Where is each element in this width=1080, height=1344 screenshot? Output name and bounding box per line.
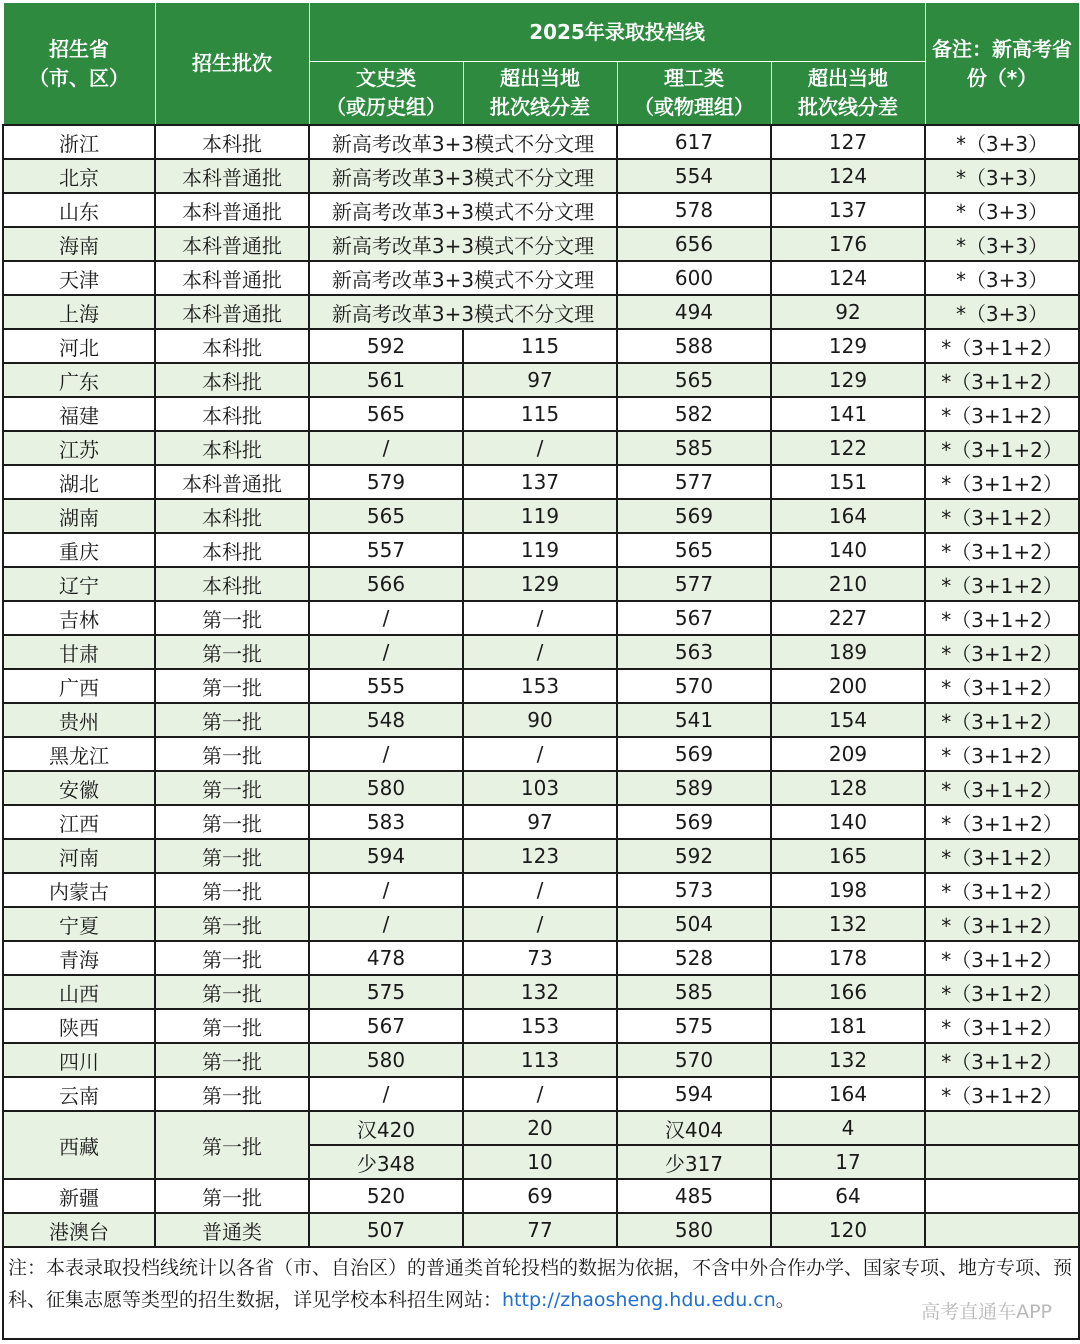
cell-sci-diff: 164	[771, 1077, 925, 1111]
cell-arts-diff: 123	[463, 839, 617, 873]
cell-note: *（3+3）	[925, 159, 1079, 193]
table-row	[3, 1213, 1079, 1247]
cell-arts: 566	[309, 567, 463, 601]
cell-note: *（3+1+2）	[925, 431, 1079, 465]
cell-batch: 本科批	[155, 329, 309, 363]
cell-sci-diff: 17	[771, 1145, 925, 1179]
table-row	[3, 737, 1079, 771]
cell-arts: /	[309, 907, 463, 941]
cell-sci: 565	[617, 363, 771, 397]
cell-sci-diff: 122	[771, 431, 925, 465]
cell-sci: 563	[617, 635, 771, 669]
cell-sci-diff: 181	[771, 1009, 925, 1043]
cell-reform-note: 新高考改革3+3模式不分文理	[309, 193, 617, 227]
cell-sci: 600	[617, 261, 771, 295]
cell-arts: 594	[309, 839, 463, 873]
cell-arts: 565	[309, 499, 463, 533]
cell-batch: 第一批	[155, 975, 309, 1009]
cell-province: 江西	[3, 805, 155, 839]
header-province: 招生省 （市、区）	[3, 3, 155, 126]
cell-batch: 第一批	[155, 1077, 309, 1111]
header-sci: 理工类 （或物理组）	[617, 62, 771, 126]
table-row	[3, 227, 1079, 261]
cell-batch: 第一批	[155, 1179, 309, 1213]
cell-province: 陕西	[3, 1009, 155, 1043]
cell-arts-diff: 129	[463, 567, 617, 601]
table-row	[3, 363, 1079, 397]
cell-sci-diff: 178	[771, 941, 925, 975]
cell-batch: 本科普通批	[155, 261, 309, 295]
cell-sci: 汉404	[617, 1111, 771, 1145]
cell-batch: 本科批	[155, 499, 309, 533]
table-row	[3, 499, 1079, 533]
table-row	[3, 397, 1079, 431]
table-row	[3, 703, 1079, 737]
cell-sci: 485	[617, 1179, 771, 1213]
cell-batch: 第一批	[155, 805, 309, 839]
cell-sci: 570	[617, 1043, 771, 1077]
cell-batch: 第一批	[155, 839, 309, 873]
cell-batch: 本科批	[155, 363, 309, 397]
cell-province: 吉林	[3, 601, 155, 635]
cell-sci: 569	[617, 499, 771, 533]
cell-note: *（3+1+2）	[925, 669, 1079, 703]
cell-sci: 585	[617, 975, 771, 1009]
cell-province: 海南	[3, 227, 155, 261]
cell-province: 山东	[3, 193, 155, 227]
cell-arts-diff: 20	[463, 1111, 617, 1145]
cell-arts-diff: 132	[463, 975, 617, 1009]
cell-note: *（3+3）	[925, 295, 1079, 329]
cell-note: *（3+1+2）	[925, 1009, 1079, 1043]
cell-arts: 520	[309, 1179, 463, 1213]
cell-note: *（3+3）	[925, 227, 1079, 261]
cell-batch: 第一批	[155, 737, 309, 771]
cell-sci-diff: 128	[771, 771, 925, 805]
cell-sci: 588	[617, 329, 771, 363]
table-row	[3, 567, 1079, 601]
footnote-end: 。	[775, 1289, 795, 1311]
cell-sci: 575	[617, 1009, 771, 1043]
cell-sci-diff: 132	[771, 907, 925, 941]
header-group-title: 2025年录取投档线	[309, 3, 925, 62]
table-row	[3, 1009, 1079, 1043]
cell-arts: 579	[309, 465, 463, 499]
cell-batch: 第一批	[155, 669, 309, 703]
cell-province: 山西	[3, 975, 155, 1009]
cell-note: *（3+1+2）	[925, 771, 1079, 805]
cell-sci: 569	[617, 737, 771, 771]
cell-sci-diff: 129	[771, 329, 925, 363]
cell-province: 浙江	[3, 125, 155, 159]
cell-arts-diff: 115	[463, 397, 617, 431]
cell-arts-diff: 137	[463, 465, 617, 499]
cell-note: *（3+1+2）	[925, 465, 1079, 499]
header-arts: 文史类 （或历史组）	[309, 62, 463, 126]
cell-arts: 580	[309, 1043, 463, 1077]
cell-note: *（3+1+2）	[925, 805, 1079, 839]
cell-reform-note: 新高考改革3+3模式不分文理	[309, 261, 617, 295]
cell-province: 新疆	[3, 1179, 155, 1213]
cell-batch: 第一批	[155, 635, 309, 669]
cell-province: 河北	[3, 329, 155, 363]
cell-arts-diff: /	[463, 1077, 617, 1111]
cell-sci: 570	[617, 669, 771, 703]
header-sci-diff: 超出当地 批次线分差	[771, 62, 925, 126]
cell-batch: 第一批	[155, 1009, 309, 1043]
cell-sci-diff: 227	[771, 601, 925, 635]
cell-province: 宁夏	[3, 907, 155, 941]
cell-batch: 本科批	[155, 431, 309, 465]
table-row	[3, 431, 1079, 465]
cell-note: *（3+1+2）	[925, 329, 1079, 363]
cell-sci: 589	[617, 771, 771, 805]
table-row	[3, 1111, 1079, 1145]
cell-reform-note: 新高考改革3+3模式不分文理	[309, 159, 617, 193]
cell-arts: 507	[309, 1213, 463, 1247]
cell-note: *（3+1+2）	[925, 703, 1079, 737]
table-row	[3, 193, 1079, 227]
table-row	[3, 907, 1079, 941]
cell-arts: /	[309, 601, 463, 635]
cell-note: *（3+1+2）	[925, 737, 1079, 771]
cell-sci: 578	[617, 193, 771, 227]
cell-batch: 普通类	[155, 1213, 309, 1247]
cell-batch: 本科普通批	[155, 159, 309, 193]
cell-province: 安徽	[3, 771, 155, 805]
footnote-link[interactable]: http://zhaosheng.hdu.edu.cn	[502, 1289, 776, 1311]
cell-sci-diff: 92	[771, 295, 925, 329]
cell-sci-diff: 140	[771, 533, 925, 567]
cell-batch: 第一批	[155, 1111, 309, 1179]
cell-province: 广西	[3, 669, 155, 703]
table-row	[3, 465, 1079, 499]
cell-note	[925, 1213, 1079, 1247]
cell-province: 湖南	[3, 499, 155, 533]
cell-sci-diff: 124	[771, 261, 925, 295]
cell-note: *（3+1+2）	[925, 601, 1079, 635]
cell-sci: 617	[617, 125, 771, 159]
cell-arts: 592	[309, 329, 463, 363]
cell-province: 港澳台	[3, 1213, 155, 1247]
cell-sci-diff: 127	[771, 125, 925, 159]
cell-arts: 565	[309, 397, 463, 431]
cell-sci-diff: 4	[771, 1111, 925, 1145]
header-note: 备注：新高考省份（*）	[925, 3, 1079, 126]
cell-batch: 第一批	[155, 703, 309, 737]
cell-batch: 本科普通批	[155, 295, 309, 329]
table-row	[3, 1043, 1079, 1077]
cell-arts-diff: 103	[463, 771, 617, 805]
table-row	[3, 975, 1079, 1009]
cell-arts-diff: 113	[463, 1043, 617, 1077]
table-row	[3, 805, 1079, 839]
cell-sci: 565	[617, 533, 771, 567]
cell-batch: 本科普通批	[155, 227, 309, 261]
cell-sci-diff: 209	[771, 737, 925, 771]
cell-arts-diff: 73	[463, 941, 617, 975]
cell-note: *（3+1+2）	[925, 533, 1079, 567]
cell-note: *（3+1+2）	[925, 567, 1079, 601]
cell-sci-diff: 198	[771, 873, 925, 907]
cell-arts-diff: /	[463, 737, 617, 771]
cell-arts: /	[309, 635, 463, 669]
cell-sci-diff: 166	[771, 975, 925, 1009]
cell-batch: 本科批	[155, 533, 309, 567]
cell-arts: 580	[309, 771, 463, 805]
cell-note: *（3+1+2）	[925, 499, 1079, 533]
cell-arts-diff: 153	[463, 1009, 617, 1043]
cell-reform-note: 新高考改革3+3模式不分文理	[309, 295, 617, 329]
cell-sci-diff: 210	[771, 567, 925, 601]
cell-arts: /	[309, 1077, 463, 1111]
cell-reform-note: 新高考改革3+3模式不分文理	[309, 227, 617, 261]
cell-sci-diff: 165	[771, 839, 925, 873]
cell-sci-diff: 141	[771, 397, 925, 431]
footnote	[3, 1247, 1079, 1339]
cell-sci-diff: 164	[771, 499, 925, 533]
cell-note: *（3+1+2）	[925, 975, 1079, 1009]
table-row	[3, 159, 1079, 193]
table-row	[3, 771, 1079, 805]
cell-sci: 541	[617, 703, 771, 737]
cell-sci: 少317	[617, 1145, 771, 1179]
cell-province: 辽宁	[3, 567, 155, 601]
cell-sci: 580	[617, 1213, 771, 1247]
cell-arts-diff: 77	[463, 1213, 617, 1247]
cell-arts-diff: 115	[463, 329, 617, 363]
cell-province: 福建	[3, 397, 155, 431]
cell-arts: 478	[309, 941, 463, 975]
cell-sci: 504	[617, 907, 771, 941]
cell-batch: 第一批	[155, 907, 309, 941]
cell-batch: 第一批	[155, 873, 309, 907]
cell-arts-diff: 119	[463, 499, 617, 533]
table-row	[3, 669, 1079, 703]
cell-arts-diff: /	[463, 635, 617, 669]
cell-batch: 本科批	[155, 125, 309, 159]
table-row	[3, 261, 1079, 295]
cell-province: 湖北	[3, 465, 155, 499]
table-row	[3, 873, 1079, 907]
table-row	[3, 839, 1079, 873]
cell-batch: 第一批	[155, 1043, 309, 1077]
cell-arts-diff: /	[463, 431, 617, 465]
cell-note: *（3+3）	[925, 125, 1079, 159]
cell-arts: 555	[309, 669, 463, 703]
cell-note: *（3+3）	[925, 261, 1079, 295]
cell-arts: 557	[309, 533, 463, 567]
cell-note: *（3+1+2）	[925, 635, 1079, 669]
cell-arts-diff: /	[463, 907, 617, 941]
cell-note: *（3+1+2）	[925, 839, 1079, 873]
cell-sci: 494	[617, 295, 771, 329]
cell-province: 西藏	[3, 1111, 155, 1179]
cell-sci: 577	[617, 567, 771, 601]
cell-sci: 594	[617, 1077, 771, 1111]
cell-note	[925, 1145, 1079, 1179]
cell-reform-note: 新高考改革3+3模式不分文理	[309, 125, 617, 159]
cell-province: 江苏	[3, 431, 155, 465]
cell-arts: 583	[309, 805, 463, 839]
watermark: 高考直通车APP	[921, 1301, 1052, 1323]
cell-province: 广东	[3, 363, 155, 397]
cell-province: 天津	[3, 261, 155, 295]
cell-sci-diff: 200	[771, 669, 925, 703]
cell-arts-diff: 153	[463, 669, 617, 703]
table-row	[3, 1077, 1079, 1111]
cell-sci-diff: 124	[771, 159, 925, 193]
cell-arts-diff: 97	[463, 805, 617, 839]
cell-province: 贵州	[3, 703, 155, 737]
cell-sci: 569	[617, 805, 771, 839]
cell-note: *（3+1+2）	[925, 873, 1079, 907]
cell-province: 云南	[3, 1077, 155, 1111]
cell-sci: 554	[617, 159, 771, 193]
cell-province: 重庆	[3, 533, 155, 567]
cell-note: *（3+1+2）	[925, 907, 1079, 941]
cell-sci-diff: 189	[771, 635, 925, 669]
cell-arts-diff: /	[463, 601, 617, 635]
cell-arts: 汉420	[309, 1111, 463, 1145]
cell-arts: /	[309, 873, 463, 907]
cell-arts: 575	[309, 975, 463, 1009]
footnote-text: 注：本表录取投档线统计以各省（市、自治区）的普通类首轮投档的数据为依据，不含中外合作办学、国家专项、地方专项、预科、征集志愿等类型的招生数据，详见学校本科招生网站：	[8, 1257, 1073, 1311]
cell-batch: 本科普通批	[155, 193, 309, 227]
cell-province: 上海	[3, 295, 155, 329]
cell-sci: 592	[617, 839, 771, 873]
cell-sci-diff: 154	[771, 703, 925, 737]
cell-sci-diff: 132	[771, 1043, 925, 1077]
cell-sci: 573	[617, 873, 771, 907]
table-row	[3, 533, 1079, 567]
cell-arts-diff: 119	[463, 533, 617, 567]
header-batch: 招生批次	[155, 3, 309, 126]
cell-arts: /	[309, 737, 463, 771]
table-row	[3, 601, 1079, 635]
cell-note: *（3+1+2）	[925, 1077, 1079, 1111]
table-row	[3, 635, 1079, 669]
cell-sci-diff: 129	[771, 363, 925, 397]
cell-arts: 少348	[309, 1145, 463, 1179]
cell-sci: 577	[617, 465, 771, 499]
cell-note: *（3+1+2）	[925, 363, 1079, 397]
cell-sci: 656	[617, 227, 771, 261]
cell-province: 甘肃	[3, 635, 155, 669]
cell-batch: 本科批	[155, 567, 309, 601]
cell-note: *（3+3）	[925, 193, 1079, 227]
cell-sci: 567	[617, 601, 771, 635]
cell-note: *（3+1+2）	[925, 397, 1079, 431]
cell-batch: 第一批	[155, 601, 309, 635]
cell-province: 黑龙江	[3, 737, 155, 771]
table-row	[3, 295, 1079, 329]
table-row	[3, 329, 1079, 363]
cell-sci-diff: 140	[771, 805, 925, 839]
cell-note: *（3+1+2）	[925, 941, 1079, 975]
cell-batch: 本科普通批	[155, 465, 309, 499]
cell-batch: 本科批	[155, 397, 309, 431]
cell-batch: 第一批	[155, 941, 309, 975]
cell-note: *（3+1+2）	[925, 1043, 1079, 1077]
cell-batch: 第一批	[155, 771, 309, 805]
cell-sci-diff: 64	[771, 1179, 925, 1213]
header-arts-diff: 超出当地 批次线分差	[463, 62, 617, 126]
cell-note	[925, 1111, 1079, 1145]
cell-note	[925, 1179, 1079, 1213]
admission-score-table	[2, 2, 1080, 1340]
cell-province: 四川	[3, 1043, 155, 1077]
table-row	[3, 125, 1079, 159]
cell-sci-diff: 120	[771, 1213, 925, 1247]
cell-province: 北京	[3, 159, 155, 193]
cell-province: 河南	[3, 839, 155, 873]
cell-sci: 582	[617, 397, 771, 431]
cell-sci: 528	[617, 941, 771, 975]
cell-sci-diff: 151	[771, 465, 925, 499]
cell-arts-diff: /	[463, 873, 617, 907]
cell-sci-diff: 137	[771, 193, 925, 227]
cell-arts: 561	[309, 363, 463, 397]
cell-arts: /	[309, 431, 463, 465]
cell-arts: 567	[309, 1009, 463, 1043]
cell-arts: 548	[309, 703, 463, 737]
cell-sci-diff: 176	[771, 227, 925, 261]
cell-arts-diff: 10	[463, 1145, 617, 1179]
cell-arts-diff: 90	[463, 703, 617, 737]
table-row	[3, 941, 1079, 975]
cell-arts-diff: 97	[463, 363, 617, 397]
cell-province: 青海	[3, 941, 155, 975]
cell-province: 内蒙古	[3, 873, 155, 907]
table-row	[3, 1179, 1079, 1213]
cell-arts-diff: 69	[463, 1179, 617, 1213]
cell-sci: 585	[617, 431, 771, 465]
